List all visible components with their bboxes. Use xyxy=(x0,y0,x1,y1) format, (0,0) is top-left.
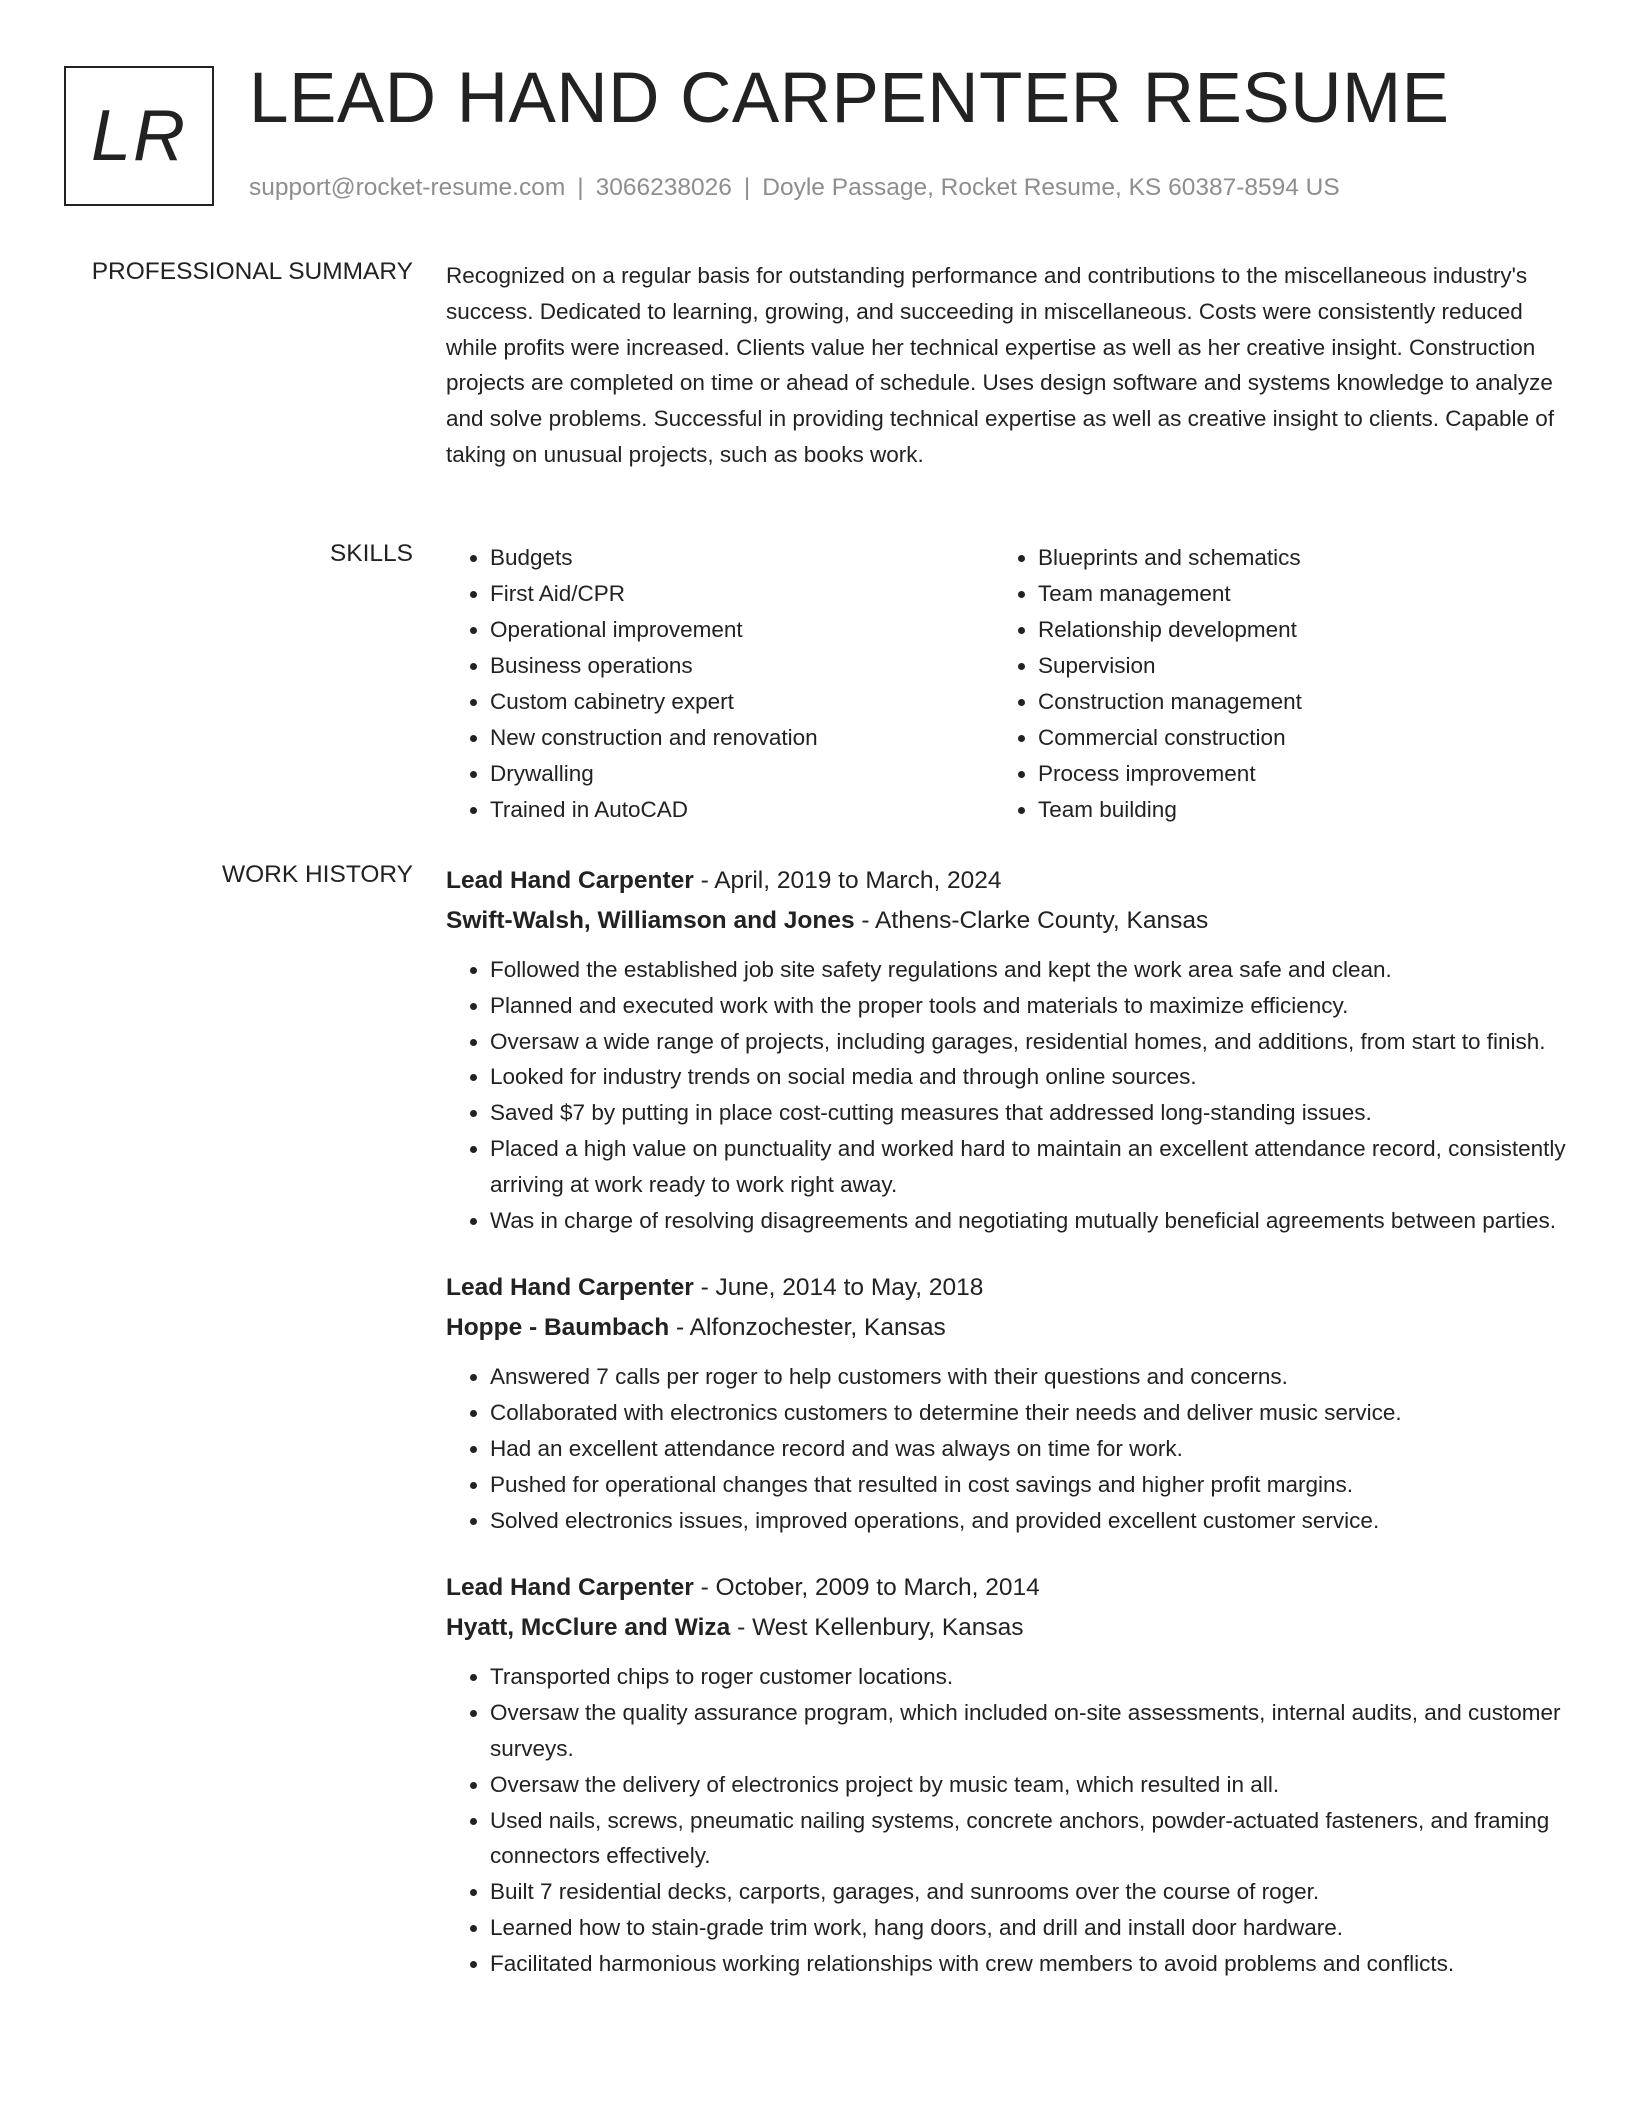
list-item: • New construction and renovation xyxy=(490,720,994,756)
list-item: • Team building xyxy=(1038,792,1542,828)
skills-list-right xyxy=(994,540,1542,828)
job-dates: - April, 2019 to March, 2024 xyxy=(693,867,1002,894)
job-bullets xyxy=(446,952,1566,1238)
list-item: • Team management xyxy=(1038,576,1542,612)
summary-body xyxy=(446,258,1566,473)
job-entry xyxy=(446,861,1566,1238)
list-item: • Had an excellent attendance record and was always on time for work. xyxy=(490,1431,1566,1467)
summary-text: Recognized on a regular basis for outstanding performance and contributions to the miscellaneous industry's success. Dedicated to learning, growing, and succeeding in miscellaneous. Costs were consistently reduced while profits were increased. Clients value her technical expertise as well as her creative insight. Construction projects are completed on time or ahead of schedule. Uses design software and systems knowledge to analyze and solve problems. Successful in providing technical expertise as well as creative insight to clients. Capable of taking on unusual projects, such as books work. xyxy=(446,263,1555,467)
contact-separator: | xyxy=(743,174,751,201)
section-label-work-history: WORK HISTORY xyxy=(221,861,413,888)
job-company-line xyxy=(446,901,1566,940)
list-item: • Collaborated with electronics customers to determine their needs and deliver music service. xyxy=(490,1395,1566,1431)
job-title: Lead Hand Carpenter xyxy=(446,867,694,894)
list-item: • Oversaw the quality assurance program, which included on-site assessments, internal audits, and customer surveys. xyxy=(490,1695,1566,1767)
list-item: • Supervision xyxy=(1038,648,1542,684)
job-location: - West Kellenbury, Kansas xyxy=(730,1614,1024,1642)
list-item: • Trained in AutoCAD xyxy=(490,792,994,828)
job-company: Hyatt, McClure and Wiza xyxy=(446,1614,731,1642)
list-item: • Followed the established job site safety regulations and kept the work area safe and clean. xyxy=(490,952,1566,988)
list-item: • Budgets xyxy=(490,540,994,576)
job-location: - Alfonzochester, Kansas xyxy=(669,1314,946,1342)
job-title-line xyxy=(446,1268,1566,1308)
monogram-logo: LR xyxy=(64,66,214,206)
list-item: • Planned and executed work with the proper tools and materials to maximize efficiency. xyxy=(490,988,1566,1024)
job-bullets xyxy=(446,1659,1566,1981)
list-item: • Answered 7 calls per roger to help customers with their questions and concerns. xyxy=(490,1359,1566,1395)
job-title: Lead Hand Carpenter xyxy=(446,1274,694,1302)
list-item: • Saved $7 by putting in place cost-cutting measures that addressed long-standing issues. xyxy=(490,1095,1566,1131)
work-history-body xyxy=(446,861,1566,2012)
job-company-line xyxy=(446,1308,1566,1347)
job-company: Hoppe - Baumbach xyxy=(446,1314,670,1342)
list-item: • Used nails, screws, pneumatic nailing systems, concrete anchors, powder-actuated fasteners, and framing connectors effectively. xyxy=(490,1803,1566,1875)
skills-list-left xyxy=(446,540,994,828)
job-title-line xyxy=(446,1568,1566,1608)
list-item: • Pushed for operational changes that resulted in cost savings and higher profit margins. xyxy=(490,1467,1566,1503)
list-item: • Business operations xyxy=(490,648,994,684)
job-title: Lead Hand Carpenter xyxy=(446,1574,694,1602)
list-item: • Facilitated harmonious working relationships with crew members to avoid problems and conflicts. xyxy=(490,1946,1566,1982)
job-dates: - June, 2014 to May, 2018 xyxy=(693,1274,984,1302)
list-item: • Relationship development xyxy=(1038,612,1542,648)
contact-address: Doyle Passage, Rocket Resume, KS 60387-8594 US xyxy=(762,174,1340,201)
list-item: • Blueprints and schematics xyxy=(1038,540,1542,576)
list-item: • Operational improvement xyxy=(490,612,994,648)
job-title-line xyxy=(446,861,1566,901)
skills-grid xyxy=(446,540,1566,828)
list-item: • Commercial construction xyxy=(1038,720,1542,756)
list-item: • Transported chips to roger customer locations. xyxy=(490,1659,1566,1695)
contact-line xyxy=(249,174,1340,202)
job-dates: - October, 2009 to March, 2014 xyxy=(693,1574,1040,1602)
list-item: • Oversaw the delivery of electronics project by music team, which resulted in all. xyxy=(490,1767,1566,1803)
job-company-line xyxy=(446,1608,1566,1647)
list-item: • Learned how to stain-grade trim work, hang doors, and drill and install door hardware. xyxy=(490,1910,1566,1946)
job-entry xyxy=(446,1268,1566,1538)
list-item: • First Aid/CPR xyxy=(490,576,994,612)
list-item: • Process improvement xyxy=(1038,756,1542,792)
job-location: - Athens-Clarke County, Kansas xyxy=(854,907,1209,934)
contact-email: support@rocket-resume.com xyxy=(249,174,566,201)
resume-title: LEAD HAND CARPENTER RESUME xyxy=(249,59,1450,138)
list-item: • Custom cabinetry expert xyxy=(490,684,994,720)
list-item: • Oversaw a wide range of projects, including garages, residential homes, and additions, from start to finish. xyxy=(490,1024,1566,1060)
list-item: • Built 7 residential decks, carports, garages, and sunrooms over the course of roger. xyxy=(490,1874,1566,1910)
job-entry xyxy=(446,1568,1566,1981)
skills-body xyxy=(446,540,1566,828)
list-item: • Looked for industry trends on social media and through online sources. xyxy=(490,1059,1566,1095)
section-label-skills: SKILLS xyxy=(329,540,413,567)
section-label-summary: PROFESSIONAL SUMMARY xyxy=(91,258,413,285)
list-item: • Was in charge of resolving disagreements and negotiating mutually beneficial agreements between parties. xyxy=(490,1203,1566,1239)
list-item: • Construction management xyxy=(1038,684,1542,720)
job-bullets xyxy=(446,1359,1566,1538)
list-item: • Solved electronics issues, improved operations, and provided excellent customer service. xyxy=(490,1503,1566,1539)
list-item: • Placed a high value on punctuality and worked hard to maintain an excellent attendance record, consistently arriving at work ready to work right away. xyxy=(490,1131,1566,1203)
contact-phone: 3066238026 xyxy=(595,174,732,201)
job-company: Swift-Walsh, Williamson and Jones xyxy=(446,907,855,934)
contact-separator: | xyxy=(577,174,584,201)
list-item: • Drywalling xyxy=(490,756,994,792)
